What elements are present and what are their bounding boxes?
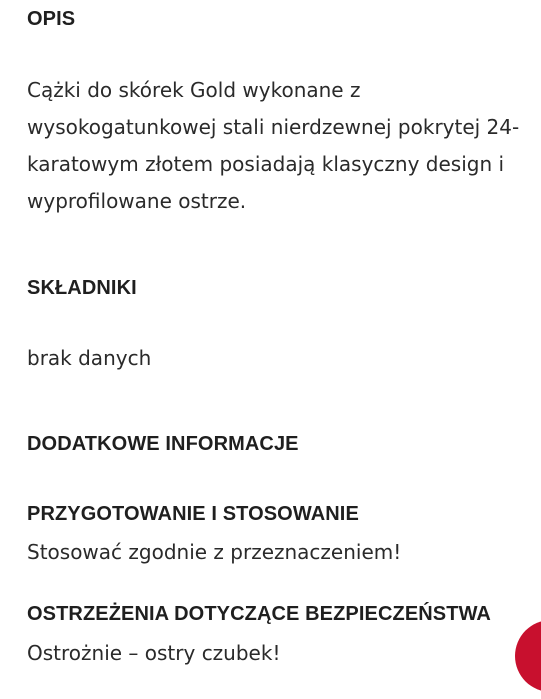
section-heading-przygotowanie: PRZYGOTOWANIE I STOSOWANIE [27, 503, 359, 525]
section-heading-ostrzezenia: OSTRZEŻENIA DOTYCZĄCE BEZPIECZEŃSTWA [27, 603, 491, 625]
section-heading-opis: OPIS [27, 8, 76, 30]
description-line: wyprofilowane ostrze. [27, 189, 247, 213]
description-line: karatowym złotem posiadają klasyczny design i [27, 152, 505, 176]
ingredients-text: brak danych [27, 346, 152, 370]
description-line: wysokogatunkowej stali nierdzewnej pokrytej 24- [27, 115, 520, 139]
section-heading-skladniki: SKŁADNIKI [27, 277, 137, 299]
description-text [27, 72, 519, 220]
description-line: Cążki do skórek Gold wykonane z [27, 78, 361, 102]
chat-button[interactable] [515, 620, 541, 692]
section-heading-dodatkowe-informacje: DODATKOWE INFORMACJE [27, 433, 299, 455]
warning-text: Ostrożnie – ostry czubek! [27, 641, 281, 665]
usage-text: Stosować zgodnie z przeznaczeniem! [27, 540, 402, 564]
